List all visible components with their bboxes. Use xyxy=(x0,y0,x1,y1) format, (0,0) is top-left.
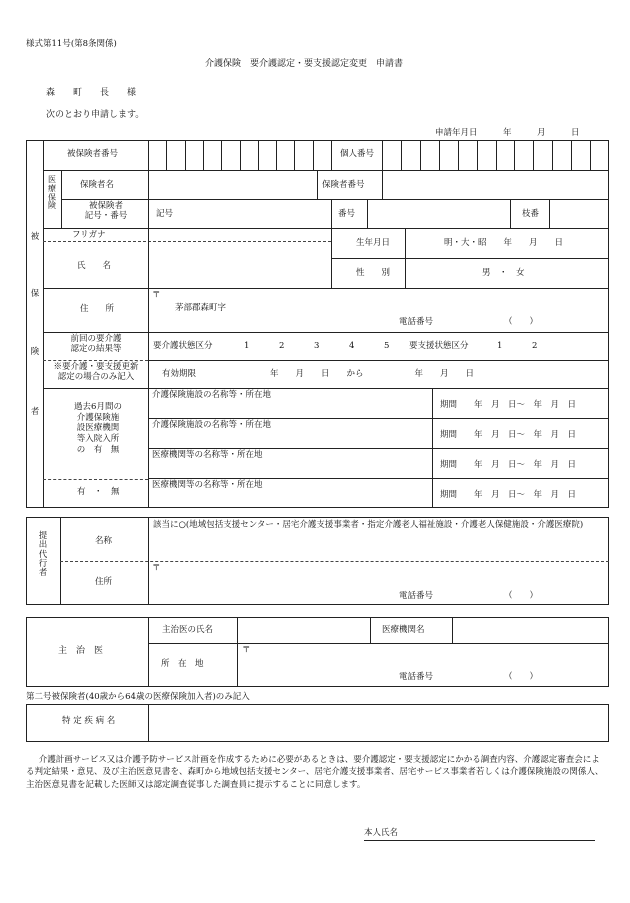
insurer-number-label: 保険者番号 xyxy=(322,180,365,190)
support-level-option[interactable]: 1 xyxy=(497,341,503,351)
signature-label: 本人氏名 xyxy=(364,828,399,838)
personal-number-digit-box[interactable] xyxy=(439,140,458,170)
postal-mark: 〒 xyxy=(152,290,161,300)
doctor-address-label: 所 在 地 xyxy=(161,659,204,669)
medical-insurance-side-label: 医療保険 xyxy=(48,175,56,211)
form-title: 介護保険 要介護認定・要支援認定変更 申請書 xyxy=(205,59,404,69)
agent-address-label: 住所 xyxy=(95,577,113,587)
personal-number-digit-box[interactable] xyxy=(382,140,401,170)
agent-name-label: 名称 xyxy=(95,536,113,546)
facility-row-label: 医療機関等の名称等・所在地 xyxy=(152,480,263,490)
phone-paren: （ ） xyxy=(504,317,539,327)
doctor-side-label: 主 治 医 xyxy=(58,646,104,656)
address-value: 茅部郡森町字 xyxy=(175,303,227,313)
applicant-side-char: 保 xyxy=(30,289,40,299)
insured-number-digit-box[interactable] xyxy=(294,140,312,170)
agent-phone-paren: （ ） xyxy=(504,591,539,601)
insurer-name-label: 保険者名 xyxy=(80,180,115,190)
doctor-name-label: 主治医の氏名 xyxy=(162,625,214,635)
insured-number-digit-box[interactable] xyxy=(240,140,258,170)
personal-number-digit-box[interactable] xyxy=(477,140,496,170)
presence-label[interactable]: 有 ・ 無 xyxy=(77,487,120,497)
care-level-label: 要介護状態区分 xyxy=(153,341,213,351)
insured-number-digit-box[interactable] xyxy=(276,140,294,170)
addressee: 森 町 長 様 xyxy=(46,88,137,98)
support-level-label: 要支援状態区分 xyxy=(409,341,469,351)
furigana-label: フリガナ xyxy=(72,230,106,240)
doctor-phone-label: 電話番号 xyxy=(399,672,434,682)
facility-row-period: 期間 年 月 日〜 年 月 日 xyxy=(440,490,577,500)
insured-number-label: 被保険者番号 xyxy=(67,149,119,159)
bango-label: 番号 xyxy=(338,209,356,219)
previous-result-label: 前回の要介護 認定の結果等 xyxy=(70,334,122,355)
facility-row-label: 医療機関等の名称等・所在地 xyxy=(152,450,263,460)
agent-postal-mark: 〒 xyxy=(152,563,161,573)
kigo-label: 記号 xyxy=(156,209,174,219)
personal-number-digit-box[interactable] xyxy=(552,140,571,170)
validity-value: 年 月 日 から 年 月 日 xyxy=(270,369,475,379)
agent-type-note: 該当に○(地域包括支援センター・居宅介護支援事業者・指定介護老人福祉施設・介護老人保健施設・介護医療院) xyxy=(153,520,584,530)
insured-number-digit-box[interactable] xyxy=(185,140,203,170)
insured-symbol-label: 被保険者 記号・番号 xyxy=(84,201,128,222)
renewal-note: ※要介護・要支援更新 認定の場合のみ記入 xyxy=(53,362,139,383)
facility-history-label: 過去6月間の 介護保険施 設医療機関 等入院入所 の 有 無 xyxy=(74,402,122,455)
care-level-option[interactable]: 2 xyxy=(279,341,285,351)
facility-row-period: 期間 年 月 日〜 年 月 日 xyxy=(440,430,577,440)
insured-number-digit-box[interactable] xyxy=(258,140,276,170)
agent-phone-label: 電話番号 xyxy=(399,591,434,601)
doctor-postal-mark: 〒 xyxy=(242,645,251,655)
facility-row-period: 期間 年 月 日〜 年 月 日 xyxy=(440,460,577,470)
insured-number-digit-box[interactable] xyxy=(203,140,221,170)
birthdate-label: 生年月日 xyxy=(356,238,391,248)
secondary-insured-note: 第二号被保険者(40歳から64歳の医療保険加入者)のみ記入 xyxy=(26,692,250,702)
application-date: 申請年月日 年 月 日 xyxy=(435,128,580,138)
form-number: 様式第11号(第8条関係) xyxy=(26,39,117,49)
name-label: 氏 名 xyxy=(77,261,112,271)
insured-number-digit-box[interactable] xyxy=(313,140,331,170)
sex-value: 男 ・ 女 xyxy=(482,268,525,278)
personal-number-digit-box[interactable] xyxy=(533,140,552,170)
lead-text: 次のとおり申請します。 xyxy=(46,110,145,120)
institution-label: 医療機関名 xyxy=(382,625,425,635)
birthdate-value: 明・大・昭 年 月 日 xyxy=(444,238,564,248)
insured-number-digit-box[interactable] xyxy=(148,140,166,170)
care-level-option[interactable]: 5 xyxy=(384,341,390,351)
insured-number-digit-box[interactable] xyxy=(221,140,239,170)
insured-number-digit-box[interactable] xyxy=(166,140,184,170)
address-label: 住 所 xyxy=(80,304,115,314)
consent-text: 介護計画サービス又は介護予防サービス計画を作成するために必要があるときは、要介護認定・要支援認定にかかる調査内容、介護認定審査会による判定結果・意見、及び主治医意見書を、森町から地域包括支援センター、居宅介護支援事業者、居宅サービス事業者若しくは介護保険施設の関係人、主治医意見書を記載した医師又は認定調査従事した調査員に提示することに同意します。 xyxy=(26,755,604,790)
personal-number-digit-box[interactable] xyxy=(401,140,420,170)
validity-label: 有効期限 xyxy=(162,369,197,379)
personal-number-label: 個人番号 xyxy=(340,149,375,159)
applicant-side-char: 被 xyxy=(30,232,40,242)
personal-number-digit-box[interactable] xyxy=(420,140,439,170)
sex-label: 性 別 xyxy=(356,268,391,278)
facility-row-period: 期間 年 月 日〜 年 月 日 xyxy=(440,400,577,410)
personal-number-digit-box[interactable] xyxy=(590,140,609,170)
personal-number-digit-box[interactable] xyxy=(496,140,515,170)
care-level-option[interactable]: 4 xyxy=(349,341,355,351)
personal-number-digit-box[interactable] xyxy=(458,140,477,170)
agent-side-label: 提出代行者 xyxy=(38,531,48,579)
personal-number-digit-box[interactable] xyxy=(514,140,533,170)
support-level-option[interactable]: 2 xyxy=(532,341,538,351)
personal-number-digit-box[interactable] xyxy=(571,140,590,170)
facility-row-label: 介護保険施設の名称等・所在地 xyxy=(152,420,272,430)
phone-label: 電話番号 xyxy=(399,317,434,327)
signature-line[interactable] xyxy=(364,840,595,841)
applicant-side-char: 険 xyxy=(30,347,40,357)
care-level-option[interactable]: 3 xyxy=(314,341,320,351)
care-level-option[interactable]: 1 xyxy=(244,341,250,351)
edaban-label: 枝番 xyxy=(522,209,540,219)
specific-disease-label: 特 定 疾 病 名 xyxy=(62,716,116,726)
applicant-side-char: 者 xyxy=(30,407,40,417)
doctor-phone-paren: （ ） xyxy=(504,672,539,682)
facility-row-label: 介護保険施設の名称等・所在地 xyxy=(152,390,272,400)
